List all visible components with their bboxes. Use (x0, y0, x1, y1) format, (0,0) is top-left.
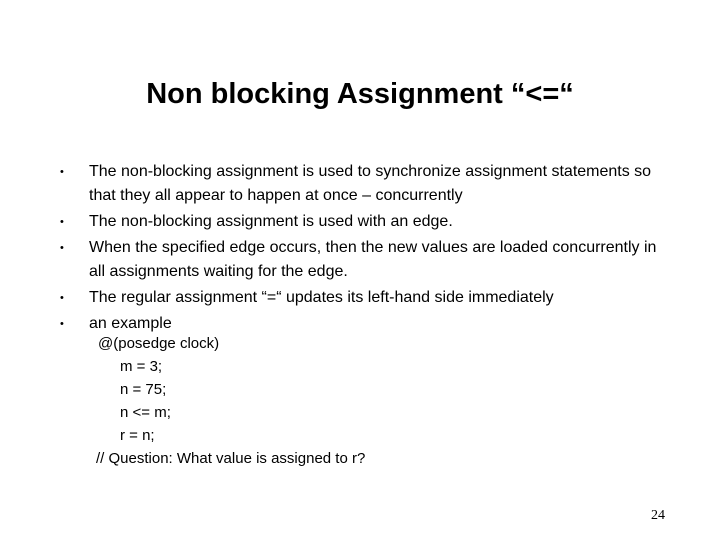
bullet-text: The regular assignment “=“ updates its left-hand side immediately (89, 289, 554, 306)
bullet-item (60, 210, 660, 234)
bullet-dot-icon: • (60, 166, 64, 178)
slide-title: Non blocking Assignment “<=“ (146, 78, 574, 110)
code-comment: // Question: What value is assigned to r? (96, 450, 366, 467)
bullet-dot-icon: • (60, 318, 64, 330)
bullet-dot-icon: • (60, 292, 64, 304)
bullet-item (60, 236, 660, 284)
code-line: r = n; (120, 427, 155, 444)
code-line: n <= m; (120, 404, 171, 421)
bullet-text: The non-blocking assignment is used with an edge. (89, 213, 453, 230)
code-line: @(posedge clock) (98, 335, 220, 352)
bullet-dot-icon: • (60, 242, 64, 254)
bullet-text: When the specified edge occurs, then the new values are loaded concurrently in all assignments waiting for the edge. (89, 239, 657, 280)
bullet-text: The non-blocking assignment is used to synchronize assignment statements so that they all appear to happen at once – concurrently (89, 163, 652, 204)
page-number: 24 (651, 508, 665, 523)
bullet-text: an example (89, 315, 172, 332)
bullet-list (60, 160, 660, 338)
bullet-item (60, 160, 660, 208)
bullet-dot-icon: • (60, 216, 64, 228)
code-line: n = 75; (120, 381, 167, 398)
bullet-item (60, 286, 660, 310)
code-line: m = 3; (120, 358, 163, 375)
